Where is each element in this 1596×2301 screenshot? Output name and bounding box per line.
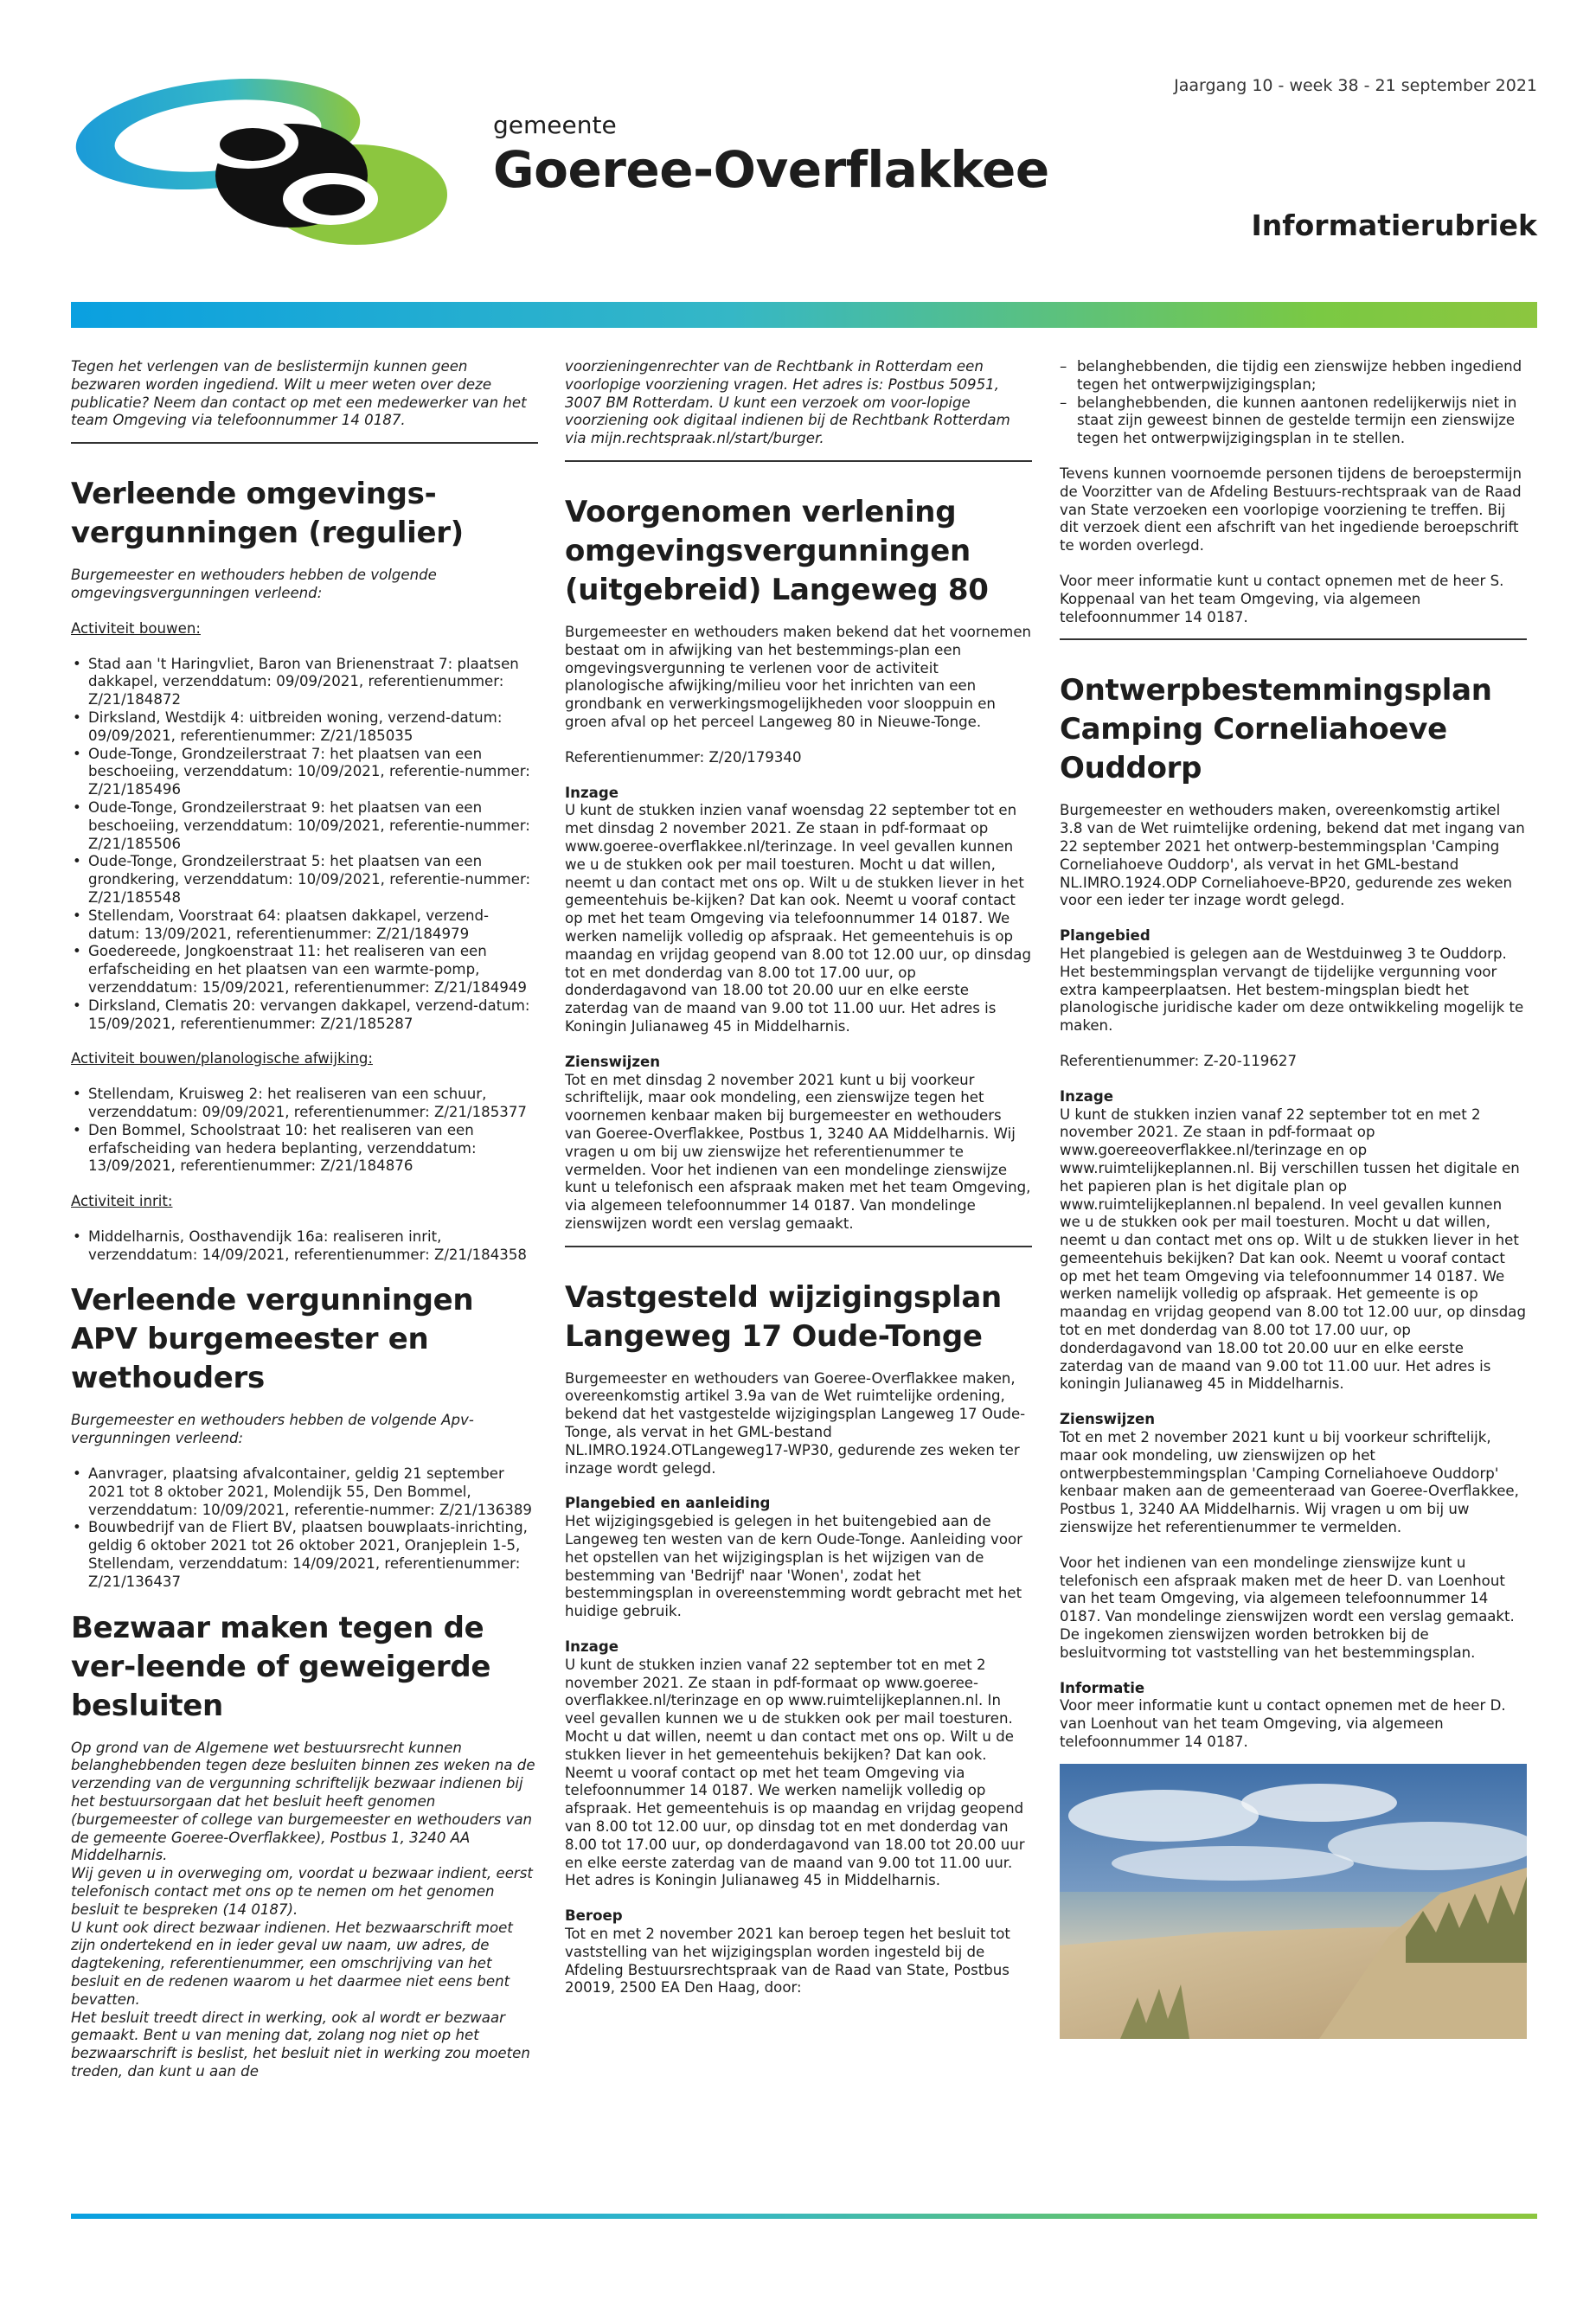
paragraph: Burgemeester en wethouders maken bekend dat het voornemen bestaat om in afwijking van het bestemmings-plan een omgevingsvergunning te verlenen voor de activiteit planologische afwijking/milieu voor het inrichten van een grondbank en verwerkingsmogelijkheden voor slooppuin en groen afval op het perceel Langeweg 80 in Nieuwe-Tonge. <box>565 623 1032 730</box>
rubric-title: Informatierubriek <box>1251 208 1537 242</box>
subheading: Zienswijzen <box>1060 1411 1156 1428</box>
paragraph: U kunt de stukken inzien vanaf woensdag 22 september tot en met dinsdag 2 november 2021. Ze staan in pdf-formaat op www.goeree-overflakkee.nl/terinzage. In veel gevallen kunnen we u de stukken ook per mail toesturen. Mocht u dat willen, neemt u dan contact met ons op. Wilt u de stukken liever in het gemeentehuis be-kijken? Dat kan ook. Neemt u vooraf contact op met het team Omgeving via telefoonnummer 14 0187. We werken namelijk volledig op afspraak. Het gemeentehuis is op maandag en vrijdag geopend van 8.00 tot 12.00 uur, op dinsdag tot en met donderdag van 8.00 tot 17.00 uur, op donderdagavond van 18.00 tot 20.00 uur en elke eerste zaterdag van de maand van 9.00 tot 11.00 uur. Het adres is Koningin Julianaweg 45 in Middelharnis. <box>565 802 1031 1035</box>
permit-list <box>71 1228 538 1265</box>
list-item: • Goedereede, Jongkoenstraat 11: het realiseren van een erfafscheiding en het plaatsen van een warmte-pomp, verzenddatum: 15/09/2021, referentienummer: Z/21/184949 <box>71 943 538 997</box>
list-item: • Aanvrager, plaatsing afvalcontainer, geldig 21 september 2021 tot 8 oktober 2021, Molendijk 55, Den Bommel, verzenddatum: 10/09/2021, referentie-nummer: Z/21/136389 <box>71 1465 538 1519</box>
list-item: • Stellendam, Voorstraat 64: plaatsen dakkapel, verzend-datum: 13/09/2021, referentienummer: Z/21/184979 <box>71 907 538 944</box>
list-item: – belanghebbenden, die kunnen aantonen redelijkerwijs niet in staat zijn geweest binnen de gestelde termijn een zienswijze tegen het ontwerpwijzigingsplan in te stellen. <box>1060 394 1527 448</box>
dune-beach-photo <box>1060 1764 1527 2039</box>
section-title: Verleende vergunningen APV burgemeester en wethouders <box>71 1283 474 1396</box>
list-item: • Dirksland, Clematis 20: vervangen dakkapel, verzend-datum: 15/09/2021, referentienummer: Z/21/185287 <box>71 997 538 1034</box>
section-lead: Burgemeester en wethouders hebben de volgende omgevingsvergunningen verleend: <box>71 567 437 601</box>
paragraph: Tot en met 2 november 2021 kunt u bij voorkeur schriftelijk, maar ook mondeling, uw zienswijzen op het ontwerpbestemmingsplan 'Camping Corneliahoeve Ouddorp' kenbaar maken aan de gemeenteraad van Goeree-Overflakkee, Postbus 1, 3240 AA Middelharnis. Wij vragen u om bij uw zienswijze het referentienummer te vermelden. <box>1060 1429 1519 1536</box>
section-title: Vastgesteld wijzigingsplan Langeweg 17 Oude-Tonge <box>565 1279 1002 1354</box>
section-divider <box>1060 638 1527 640</box>
paragraph: Wij geven u in overweging om, voordat u bezwaar indient, eerst telefonisch contact met ons op te nemen om het genomen besluit te bespreken (14 0187). <box>71 1865 533 1918</box>
permit-list <box>71 656 538 1034</box>
paragraph: U kunt de stukken inzien vanaf 22 september tot en met 2 november 2021. Ze staan in pdf-formaat op www.goereeoverflakkee.nl/terinzage en op www.ruimtelijkeplannen.nl. Bij verschillen tussen het digitale en het papieren plan is het digitale plan op www.ruimtelijkeplannen.nl bepalend. In veel gevallen kunnen we u de stukken ook per mail toesturen. Mocht u dat willen, neemt u dan contact met ons op. Wilt u de stukken liever in het gemeentehuis bekijken? Dat kan ook. Neemt u vooraf contact op met het team Omgeving via telefoonnummer 14 0187. We werken namelijk volledig op afspraak. Het gemeente is op maandag en vrijdag geopend van 8.00 tot 12.00 uur, op dinsdag tot en met donderdag van 8.00 tot 17.00 uur, op donderdagavond van 18.00 tot 20.00 uur en elke eerste zaterdag van de maand van 9.00 tot 11.00 uur. Het adres is koningin Julianaweg 45 in Middelharnis. <box>1060 1106 1526 1393</box>
activity-label: Activiteit inrit: <box>71 1193 173 1210</box>
column-3 <box>1060 358 1527 2044</box>
paragraph: Tevens kunnen voornoemde personen tijdens de beroepstermijn de Voorzitter van de Afdeling Bestuurs-rechtspraak van de Raad van State verzoeken een voorlopige voorziening te treffen. Bij dit verzoek dient een afschrift van het ingediende beroepschrift te worden overlegd. <box>1060 465 1522 554</box>
edition-line: Jaargang 10 - week 38 - 21 september 2021 <box>1174 76 1537 95</box>
subheading: Plangebied <box>1060 927 1151 945</box>
gemeente-logo <box>71 74 452 247</box>
paragraph: Tot en met 2 november 2021 kan beroep tegen het besluit tot vaststelling van het wijzigingsplan worden ingesteld bij de Afdeling Bestuursrechtspraak van de Raad van State, Postbus 20019, 2500 EA Den Haag, door: <box>565 1926 1010 1997</box>
list-item: • Oude-Tonge, Grondzeilerstraat 5: het plaatsen van een grondkering, verzenddatum: 10/09/2021, referentie-nummer: Z/21/185548 <box>71 853 538 907</box>
list-item: • Den Bommel, Schoolstraat 10: het realiseren van een erfafscheiding van hedera beplanting, verzenddatum: 13/09/2021, referentienummer: Z/21/184876 <box>71 1122 538 1176</box>
list-item: • Stad aan 't Haringvliet, Baron van Brienenstraat 7: plaatsen dakkapel, verzenddatum: 09/09/2021, referentienummer: Z/21/184872 <box>71 656 538 709</box>
list-item: • Oude-Tonge, Grondzeilerstraat 7: het plaatsen van een beschoeiing, verzenddatum: 10/09/2021, referentie-nummer: Z/21/185496 <box>71 746 538 799</box>
section-divider <box>565 1246 1032 1247</box>
section-title: Verleende omgevings-vergunningen (regulier) <box>71 477 464 551</box>
list-item: • Middelharnis, Oosthavendijk 16a: realiseren inrit, verzenddatum: 14/09/2021, referentienummer: Z/21/184358 <box>71 1228 538 1265</box>
permit-list <box>71 1086 538 1176</box>
paragraph: Burgemeester en wethouders van Goeree-Overflakkee maken, overeenkomstig artikel 3.9a van de Wet ruimtelijke ordening, bekend dat het vastgestelde wijzigingsplan Langeweg 17 Oude-Tonge, als vervat in het GML-bestand NL.IMRO.1924.OTLangeweg17-WP30, gedurende zes weken ter inzage wordt gelegd. <box>565 1369 1026 1477</box>
list-item: • Oude-Tonge, Grondzeilerstraat 9: het plaatsen van een beschoeiing, verzenddatum: 10/09/2021, referentie-nummer: Z/21/185506 <box>71 799 538 853</box>
dash-list <box>1060 358 1527 448</box>
section-title: Voorgenomen verlening omgevingsvergunningen (uitgebreid) Langeweg 80 <box>565 494 989 607</box>
reference-number: Referentienummer: Z/20/179340 <box>565 748 802 766</box>
activity-label: Activiteit bouwen: <box>71 619 201 637</box>
section-title: Bezwaar maken tegen de ver-leende of geweigerde besluiten <box>71 1610 491 1723</box>
paragraph: Het plangebied is gelegen aan de Westduinweg 3 te Ouddorp. Het bestemmingsplan vervangt de tijdelijke vergunning voor extra kampeerplaatsen. Het bestem-mingsplan biedt het planologische juridische kader om deze ontwikkeling mogelijk te maken. <box>1060 945 1524 1035</box>
gemeente-label: gemeente <box>493 111 617 139</box>
paragraph: Voor meer informatie kunt u contact opnemen met de heer D. van Loenhout van het team Omgeving, via algemeen telefoonnummer 14 0187. <box>1060 1697 1506 1751</box>
paragraph: Op grond van de Algemene wet bestuursrecht kunnen belanghebbenden tegen deze besluiten binnen zes weken na de verzending van de vergunning schriftelijk bezwaar indienen bij het bestuursorgaan dat het besluit heeft genomen (burgemeester of college van burgemeester en wethouders van de gemeente Goeree-Overflakkee), Postbus 1, 3240 AA Middelharnis. <box>71 1739 535 1864</box>
column-1 <box>71 358 538 2081</box>
paragraph: U kunt de stukken inzien vanaf 22 september tot en met 2 november 2021. Ze staan in pdf-formaat op www.goeree-overflakkee.nl/terinzage en op www.ruimtelijkeplannen.nl. In veel gevallen kunnen we u de stukken ook per mail toesturen. Mocht u dat willen, neemt u dan contact met ons op. Wilt u de stukken liever in het gemeentehuis bekijken? Dat kan ook. Neemt u vooraf contact op met het team Omgeving via telefoonnummer 14 0187. We werken namelijk volledig op afspraak. Het gemeentehuis is op maandag en vrijdag geopend van 8.00 tot 12.00 uur, op dinsdag tot en met donderdag van 8.00 tot 17.00 uur, op donderdagavond van 18.00 tot 20.00 uur en elke eerste zaterdag van de maand van 9.00 tot 11.00 uur. Het adres is Koningin Julianaweg 45 in Middelharnis. <box>565 1656 1025 1889</box>
subheading: Inzage <box>565 784 619 801</box>
activity-label: Activiteit bouwen/planologische afwijking: <box>71 1050 373 1067</box>
gemeente-name: Goeree-Overflakkee <box>493 140 1049 199</box>
list-item: – belanghebbenden, die tijdig een zienswijze hebben ingediend tegen het ontwerpwijzigingsplan; <box>1060 358 1527 394</box>
subheading: Inzage <box>565 1638 619 1656</box>
reference-number: Referentienummer: Z-20-119627 <box>1060 1052 1298 1069</box>
paragraph: Tot en met dinsdag 2 november 2021 kunt u bij voorkeur schriftelijk, maar ook mondeling, een zienswijze tegen het voornemen kenbaar maken bij burgemeester en wethouders van Goeree-Overflakkee, Postbus 1, 3240 AA Middelharnis. Wij vragen u om bij uw zienswijze het referentienummer te vermelden. Voor het indienen van een mondelinge zienswijze kunt u telefonisch een afspraak maken met het team Omgeving, via algemeen telefoonnummer 14 0187. Van mondelinge zienswijzen wordt een verslag gemaakt. <box>565 1071 1031 1232</box>
intro-text: Tegen het verlengen van de beslistermijn kunnen geen bezwaren worden ingediend. Wilt u meer weten over deze publicatie? Neem dan contact op met een medewerker van het team Omgeving via telefoonnummer 14 0187. <box>71 358 538 444</box>
section-lead: Burgemeester en wethouders hebben de volgende Apv-vergunningen verleend: <box>71 1412 474 1447</box>
subheading: Inzage <box>1060 1087 1113 1105</box>
footer-gradient-bar <box>71 2214 1537 2219</box>
paragraph: Het wijzigingsgebied is gelegen in het buitengebied aan de Langeweg ten westen van de kern Oude-Tonge. Aanleiding voor het opstellen van het wijzigingsplan is het wijzigen van de bestemming van 'Bedrijf' naar 'Wonen', zodat het bestemmingsplan in overeenstemming wordt gebracht met het huidige gebruik. <box>565 1513 1022 1620</box>
paragraph: Burgemeester en wethouders maken, overeenkomstig artikel 3.8 van de Wet ruimtelijke ordening, bekend dat met ingang van 22 september 2021 het ontwerp-bestemmingsplan 'Camping Corneliahoeve Ouddorp', als vervat in het GML-bestand NL.IMRO.1924.ODP Corneliahoeve-BP20, gedurende zes weken voor een ieder ter inzage wordt gelegd. <box>1060 802 1525 909</box>
subheading: Zienswijzen <box>565 1053 661 1070</box>
permit-list <box>71 1465 538 1592</box>
subheading: Plangebied en aanleiding <box>565 1495 771 1512</box>
column-2 <box>565 358 1032 1997</box>
paragraph: Voor meer informatie kunt u contact opnemen met de heer S. Koppenaal van het team Omgeving, via algemeen telefoonnummer 14 0187. <box>1060 572 1504 625</box>
section-title: Ontwerpbestemmingsplan Camping Corneliahoeve Ouddorp <box>1060 673 1492 786</box>
list-item: • Stellendam, Kruisweg 2: het realiseren van een schuur, verzenddatum: 09/09/2021, referentienummer: Z/21/185377 <box>71 1086 538 1122</box>
paragraph: Voor het indienen van een mondelinge zienswijze kunt u telefonisch een afspraak maken met de heer D. van Loenhout van het team Omgeving, via algemeen telefoonnummer 14 0187. Van mondelinge zienswijzen wordt een verslag gemaakt. De ingekomen zienswijzen worden betrokken bij de besluitvorming tot vaststelling van het bestemmingsplan. <box>1060 1554 1515 1661</box>
subheading: Informatie <box>1060 1679 1145 1696</box>
intro-text: voorzieningenrechter van de Rechtbank in Rotterdam een voorlopige voorziening vragen. Het adres is: Postbus 50951, 3007 BM Rotterdam. U kunt een verzoek om voor-lopige voorziening ook digitaal indienen bij de Rechtbank Rotterdam via mijn.rechtspraak.nl/start/burger. <box>565 358 1032 462</box>
header-gradient-bar <box>71 302 1537 328</box>
list-item: • Dirksland, Westdijk 4: uitbreiden woning, verzend-datum: 09/09/2021, referentienummer: Z/21/185035 <box>71 709 538 746</box>
paragraph: Het besluit treedt direct in werking, ook al wordt er bezwaar gemaakt. Bent u van mening dat, zolang nog niet op het bezwaarschrift is beslist, het besluit niet in werking zou moeten treden, dan kunt u aan de <box>71 2009 530 2080</box>
paragraph: U kunt ook direct bezwaar indienen. Het bezwaarschrift moet zijn ondertekend en in ieder geval uw naam, uw adres, de dagtekening, referentienummer, een omschrijving van het besluit en de redenen waarom u het daarmee niet eens bent bevatten. <box>71 1919 513 2008</box>
section-body <box>71 1740 538 2081</box>
list-item: • Bouwbedrijf van de Fliert BV, plaatsen bouwplaats-inrichting, geldig 6 oktober 2021 tot 26 oktober 2021, Oranjeplein 1-5, Stellendam, verzenddatum: 14/09/2021, referentienummer: Z/21/136437 <box>71 1519 538 1591</box>
subheading: Beroep <box>565 1907 623 1925</box>
